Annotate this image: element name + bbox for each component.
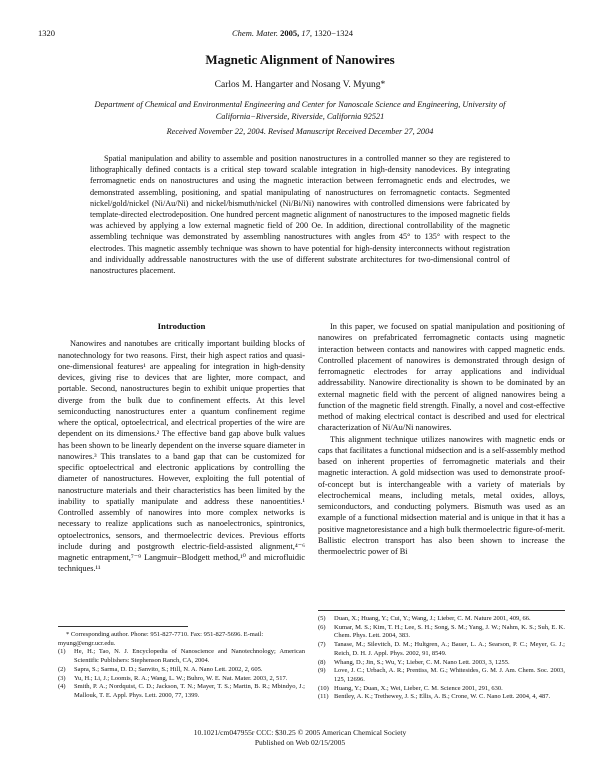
reference-number: (11) bbox=[318, 693, 329, 701]
reference-number: (7) bbox=[318, 641, 326, 649]
footnotes-right bbox=[318, 615, 565, 702]
journal-citation bbox=[232, 28, 353, 38]
reference-text: Tanase, M.; Silevitch, D. M.; Hultgren, A.; Bauer, L. A.; Searson, P. C.; Meyer, G. J.; Reich, D. H. J. Appl. Phys. 2002, 91, 8549. bbox=[334, 641, 565, 657]
reference-number: (4) bbox=[58, 683, 66, 691]
reference-item bbox=[58, 648, 305, 665]
reference-number: (5) bbox=[318, 615, 326, 622]
reference-text: Huang, Y.; Duan, X.; Wei, Lieber, C. M. Science 2001, 291, 630. bbox=[334, 684, 503, 692]
reference-text: Yu, H.; Li, J.; Loomis, R. A.; Wang, L. W.; Buhro, W. E. Nat. Mater. 2003, 2, 517. bbox=[74, 674, 288, 682]
reference-number: (10) bbox=[318, 684, 329, 692]
reference-item bbox=[318, 641, 565, 658]
right-column bbox=[318, 318, 565, 557]
journal-pages: 1320−1324 bbox=[314, 28, 353, 38]
reference-number: (3) bbox=[58, 674, 66, 682]
reference-item bbox=[318, 615, 565, 624]
reference-number: (6) bbox=[318, 623, 326, 631]
abstract: Spatial manipulation and ability to assemble and position nanostructures in a controlled manner so they are registered to lithographically defined contacts is a critical step toward scalable integration in high-density nanodevices. By integrating ferromagnetic ends on nanostructures and using the magnetic interaction between ferromagnetic ends and electrodes, we demonstrated assembling, positioning, and spatial manipulating of nanostructures on ferromagnetic contacts. Segmented nickel/gold/nickel (Ni/Au/Ni) and nickel/bismuth/nickel (Ni/Bi/Ni) nanowires with controlled dimensions were fabricated by template-directed electrodeposition. One hundred percent magnetic alignment of nanostructures to the imposed magnetic fields was achieved by applying a low external magnetic field of 200 Oe. In addition, directional controllability of the magnetic assembling technique was demonstrated by assembling nanostructures with angles from 45° to 135° with respect to the electrodes. This magnetic assembly technique was shown to have potential for high-density interconnects without registration and individually addressable nanostructures with the use of different substrate architectures for two-dimensional control of nanostructures placement. bbox=[90, 154, 510, 276]
footnote-divider-right bbox=[318, 610, 565, 611]
footnote-divider-left bbox=[58, 626, 188, 627]
doi-copyright-line: 10.1021/cm047955r CCC: $30.25 © 2005 American Chemical Society bbox=[193, 728, 407, 737]
reference-item bbox=[58, 683, 305, 700]
journal-name: Chem. Mater. bbox=[232, 28, 279, 38]
article-title: Magnetic Alignment of Nanowires bbox=[205, 52, 395, 67]
intro-paragraph-1: Nanowires and nanotubes are critically important building blocks of nanotechnology for two reasons. First, their high aspect ratios and quasi-one-dimensional features¹ are appealing for integration in high-density devices, giving rise to devices that are lighter, more compact, and portable. Second, nanostructures begin to exhibit unique properties that diverge from the bulk due to confinement effects. At this level semiconducting nanostructures enter a quantum confinement regime where the optical, optoelectrical, and electrical properties of the wire are dependent on its dimensions.² The effective band gap above bulk values has been shown to be linearly dependent on the inverse square diameter in nanowires.³ This translates to a band gap that can be customized for specific optoelectrical and electronic applications by controlling the diameter of nanostructures. However, exploiting the full potential of nanostructure materials and their characteristics has been limited by the inability to spatially manipulate and address these nanoentities.¹ Controlled assembly of nanowires into more complex networks is necessary to realize applications such as nanoelectronics, spintronics, optoelectronics, sensors, and thermoelectric devices. Previous efforts include during and postgrowth electric-field-assisted alignment,⁴⁻⁶ magnetic entrapment,⁷⁻⁹ Langmuir−Blodgett method,¹⁰ and microfluidic techniques.¹¹ bbox=[58, 339, 305, 574]
reference-text: Duan, X.; Huang, Y.; Cui, Y.; Wang, J.; Lieber, C. M. Nature 2001, 409, 66. bbox=[334, 615, 531, 622]
reference-text: Bentley, A. K.; Trethewey, J. S.; Ellis, A. B.; Crone, W. C. Nano Lett. 2004, 4, 487. bbox=[334, 693, 551, 701]
reference-number: (1) bbox=[58, 648, 66, 656]
reference-text: Sapra, S.; Sarma, D. D.; Sanvito, S.; Hill, N. A. Nano Lett. 2002, 2, 605. bbox=[74, 665, 263, 673]
publication-date: Published on Web 02/15/2005 bbox=[254, 738, 346, 747]
page-number: 1320 bbox=[38, 28, 55, 38]
reference-item bbox=[58, 666, 305, 675]
reference-item bbox=[318, 667, 565, 684]
footnotes-left bbox=[58, 631, 305, 701]
corresponding-author-note: * Corresponding author. Phone: 951-827-7710. Fax: 951-827-5696. E-mail: myung@engr.ucr.edu. bbox=[58, 631, 264, 647]
section-heading-introduction: Introduction bbox=[157, 321, 206, 331]
reference-item bbox=[58, 675, 305, 684]
reference-text: Love, J. C.; Urbach, A. R.; Prentiss, M. G.; Whitesides, G. M. J. Am. Chem. Soc. 2003, 125, 12696. bbox=[334, 667, 565, 683]
author-list: Carlos M. Hangarter and Nosang V. Myung* bbox=[214, 80, 386, 90]
reference-text: Smith, P. A.; Nordquist, C. D.; Jackson, T. N.; Mayer, T. S.; Martin, B. R.; Mbindyo, J.; Mallouk, T. E. Appl. Phys. Lett. 2000, 77, 1399. bbox=[74, 683, 305, 699]
journal-year: 2005, bbox=[280, 28, 300, 38]
reference-number: (8) bbox=[318, 658, 326, 666]
left-column bbox=[58, 318, 305, 575]
reference-number: (2) bbox=[58, 665, 66, 673]
journal-volume: 17, bbox=[301, 28, 313, 38]
affiliation: Department of Chemical and Environmental Engineering and Center for Nanoscale Science and Engineering, University of California−Riverside, Riverside, California 92521 bbox=[94, 100, 506, 121]
reference-item bbox=[318, 685, 565, 694]
reference-number: (9) bbox=[318, 667, 326, 675]
reference-item bbox=[318, 693, 565, 702]
intro-paragraph-2: In this paper, we focused on spatial manipulation and positioning of nanowires on prefabricated ferromagnetic contacts using magnetic interaction between contacts and nanowires with capped magnetic ends. Controlled placement of nanowires is demonstrated through design of ferromagnetic electrodes for array applications and individual addressability. Nanowire directionality is shown to be dominated by an external magnetic field with the percent of aligned nanowires being a function of the magnetic field strength. Finally, a novel and cost-effective method of making electrical contact is described and used for electrical characterization of Ni/Au/Ni nanowires. bbox=[318, 322, 565, 433]
reference-text: He, H.; Tao, N. J. Encyclopedia of Nanoscience and Nanotechnology; American Scientific Publishers: Stephenson Ranch, CA, 2004. bbox=[74, 648, 305, 665]
reference-item bbox=[318, 659, 565, 668]
reference-text: Whang, D.; Jin, S.; Wu, Y.; Lieber, C. M. Nano Lett. 2003, 3, 1255. bbox=[334, 658, 510, 666]
received-dates: Received November 22, 2004. Revised Manuscript Received December 27, 2004 bbox=[166, 127, 434, 136]
reference-text: Kumar, M. S.; Kim, T. H.; Lee, S. H.; Song, S. M.; Yang, J. W.; Nahm, K. S.; Suh, E. K. Chem. Phys. Lett. 2004, 383. bbox=[334, 623, 565, 640]
intro-paragraph-3: This alignment technique utilizes nanowires with magnetic ends or caps that facilitates a functional midsection and is a self-assembly method based on inherent properties of ferromagnetic materials and their magnetic interaction. A gold midsection was used to demonstrate proof-of-concept but is interchangeable with a variety of materials by electrochemical means, including metals, metal oxides, alloys, semiconductors, and conducting polymers. Bismuth was used as an example of a functional midsection material and is unique in that it has a positive magnetoresistance and a high bulk thermoelectric figure-of-merit. Ballistic electron transport has also been shown to increase the thermoelectric power of Bi bbox=[318, 434, 565, 556]
reference-item bbox=[318, 624, 565, 641]
